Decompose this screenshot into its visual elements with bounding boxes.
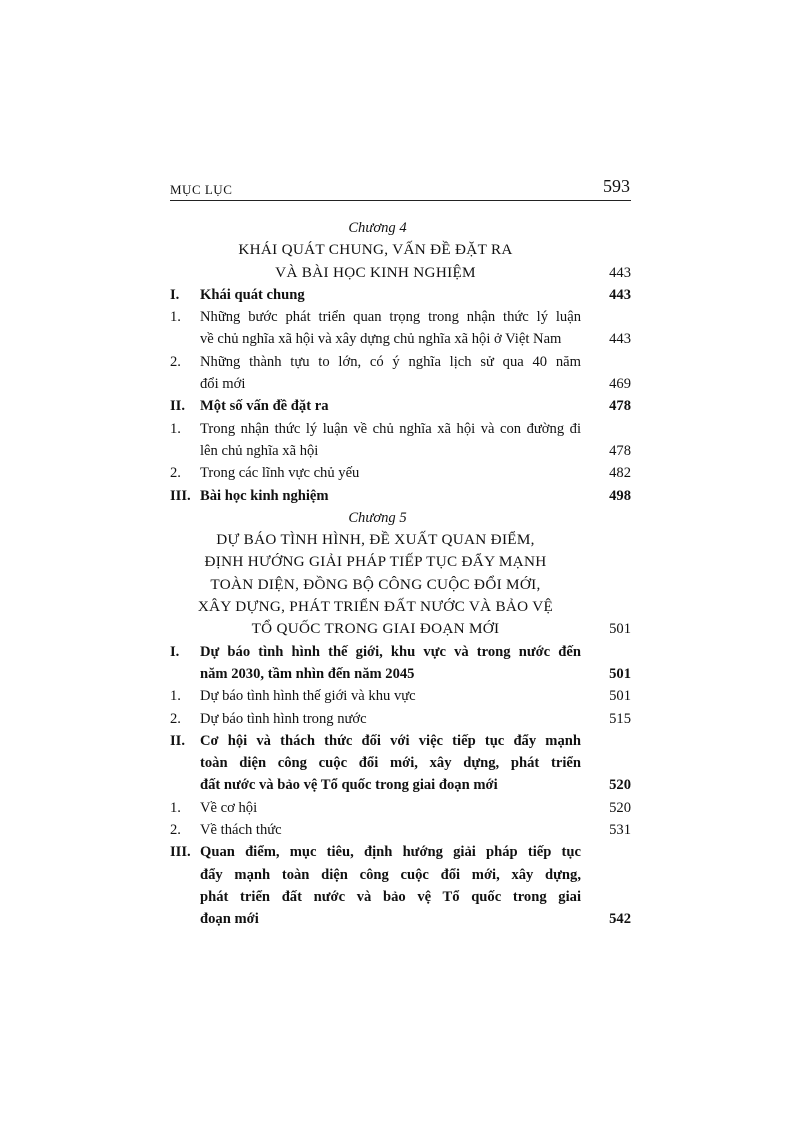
toc-entry-number: 1.: [170, 420, 181, 437]
toc-entry-number: 1.: [170, 799, 181, 816]
toc-entry-page: 478: [609, 442, 631, 459]
toc-entry-text: Khái quát chung: [200, 286, 305, 303]
toc-entry-text: Về thách thức: [200, 822, 282, 839]
toc-entry-line: [170, 841, 631, 863]
toc-entry-number: 2.: [170, 710, 181, 727]
toc-entry-number: 2.: [170, 353, 181, 370]
toc-entry-line: [170, 730, 631, 752]
toc-entry-text: Bài học kinh nghiệm: [200, 487, 329, 504]
chapter-title-line: KHÁI QUÁT CHUNG, VẤN ĐỀ ĐẶT RA: [238, 241, 513, 259]
chapter-title-line: VÀ BÀI HỌC KINH NGHIỆM: [275, 263, 476, 281]
toc-entry-number: 2.: [170, 465, 181, 482]
chapter-4-title: [170, 239, 581, 284]
toc-entry-line: [170, 797, 631, 819]
toc-entry-line: [170, 886, 631, 908]
toc-entry-line: [170, 908, 631, 930]
page-header: [170, 170, 631, 201]
toc-entry-text: Cơ hội và thách thức đối với việc tiếp tục đẩy mạnh: [200, 732, 581, 749]
toc-entry-page: 469: [609, 376, 631, 393]
toc-entry-text: đoạn mới: [200, 911, 259, 928]
running-title: MỤC LỤC: [170, 182, 233, 197]
toc-entry-text: Những thành tựu to lớn, có ý nghĩa lịch sử qua 40 năm: [200, 353, 581, 370]
toc-entry-text: về chủ nghĩa xã hội và xây dựng chủ nghĩa xã hội ở Việt Nam: [200, 331, 562, 348]
toc-entry-text: Về cơ hội: [200, 799, 258, 816]
toc-entry-line: [170, 351, 631, 373]
toc-entry-text: đổi mới: [200, 376, 246, 393]
toc-entry-line: [170, 328, 631, 350]
toc-entry-line: [170, 485, 631, 507]
chapter-title-line: TOÀN DIỆN, ĐỒNG BỘ CÔNG CUỘC ĐỔI MỚI,: [210, 575, 541, 593]
toc-entry-page: 443: [609, 331, 631, 348]
toc-entry-text: phát triển đất nước và bảo vệ Tổ quốc trong giai: [200, 888, 581, 905]
toc-entry-page: 515: [609, 710, 631, 727]
toc-entry-text: Trong nhận thức lý luận về chủ nghĩa xã hội và con đường đi: [200, 420, 581, 437]
toc-entry-text: Dự báo tình hình thế giới và khu vực: [200, 688, 416, 705]
toc-entry-text: đẩy mạnh toàn diện công cuộc đổi mới, xây dựng,: [200, 866, 581, 883]
toc-entry-page: 542: [609, 911, 631, 928]
toc-entry-page: 520: [609, 777, 631, 794]
toc-entry-line: [170, 819, 631, 841]
toc-entry-line: [170, 440, 631, 462]
toc-entry-text: Một số vấn đề đặt ra: [200, 398, 329, 415]
chapter-title-line: ĐỊNH HƯỚNG GIẢI PHÁP TIẾP TỤC ĐẨY MẠNH: [204, 553, 547, 571]
chapter-5-entries: [170, 641, 631, 931]
toc-entry-page: 520: [609, 799, 631, 816]
toc-entry-text: đất nước và bảo vệ Tổ quốc trong giai đoạn mới: [200, 777, 498, 794]
toc-entry-text: Trong các lĩnh vực chủ yếu: [200, 465, 360, 482]
chapter-5-label: Chương 5: [348, 509, 407, 526]
chapter-5-page: 501: [609, 621, 631, 638]
toc-entry-number: II.: [170, 732, 186, 749]
toc-entry-line: [170, 418, 631, 440]
toc-entry-page: 498: [609, 487, 631, 504]
toc-entry-number: III.: [170, 487, 191, 504]
toc-entry-text: Dự báo tình hình thế giới, khu vực và trong nước đến: [200, 643, 581, 660]
toc-entry-page: 501: [609, 665, 631, 682]
chapter-5-heading: [170, 529, 631, 640]
toc-entry-line: [170, 284, 631, 306]
toc-entry-number: I.: [170, 286, 180, 303]
chapter-4-page: 443: [609, 264, 631, 281]
chapter-title-line: XÂY DỰNG, PHÁT TRIỂN ĐẤT NƯỚC VÀ BẢO VỆ: [197, 598, 554, 616]
toc-entry-line: [170, 708, 631, 730]
toc-entry-text: toàn diện công cuộc đổi mới, xây dựng, phát triển: [200, 755, 581, 772]
toc-entry-line: [170, 395, 631, 417]
chapter-4-heading: [170, 239, 631, 284]
toc-entry-text: Những bước phát triển quan trọng trong nhận thức lý luận: [200, 309, 581, 326]
toc-entry-line: [170, 306, 631, 328]
toc-entry-number: II.: [170, 398, 186, 415]
toc-entry-text: lên chủ nghĩa xã hội: [200, 442, 319, 459]
chapter-4-entries: [170, 284, 631, 507]
table-of-contents: [170, 217, 631, 931]
toc-entry-line: [170, 663, 631, 685]
chapter-4-label: Chương 4: [348, 220, 407, 236]
toc-entry-line: [170, 774, 631, 796]
page-number: 593: [603, 176, 630, 196]
toc-entry-number: III.: [170, 844, 191, 861]
toc-entry-line: [170, 373, 631, 395]
chapter-title-line: TỔ QUỐC TRONG GIAI ĐOẠN MỚI: [251, 620, 500, 638]
chapter-title-line: DỰ BÁO TÌNH HÌNH, ĐỀ XUẤT QUAN ĐIỂM,: [216, 531, 535, 549]
toc-entry-text: năm 2030, tầm nhìn đến năm 2045: [200, 665, 415, 682]
toc-entry-page: 501: [609, 688, 631, 705]
toc-entry-text: Quan điểm, mục tiêu, định hướng giải pháp tiếp tục: [200, 844, 581, 861]
toc-entry-number: 1.: [170, 688, 181, 705]
toc-entry-text: Dự báo tình hình trong nước: [200, 710, 367, 727]
toc-entry-number: I.: [170, 643, 180, 660]
chapter-5-title: [170, 529, 581, 640]
toc-entry-line: [170, 752, 631, 774]
toc-entry-page: 482: [609, 465, 631, 482]
toc-entry-line: [170, 641, 631, 663]
toc-entry-line: [170, 462, 631, 484]
toc-entry-number: 2.: [170, 822, 181, 839]
toc-entry-page: 531: [609, 822, 631, 839]
toc-entry-number: 1.: [170, 309, 181, 326]
toc-entry-page: 478: [609, 398, 631, 415]
toc-page: [170, 170, 631, 931]
toc-entry-line: [170, 685, 631, 707]
toc-entry-line: [170, 864, 631, 886]
toc-entry-page: 443: [609, 286, 631, 303]
